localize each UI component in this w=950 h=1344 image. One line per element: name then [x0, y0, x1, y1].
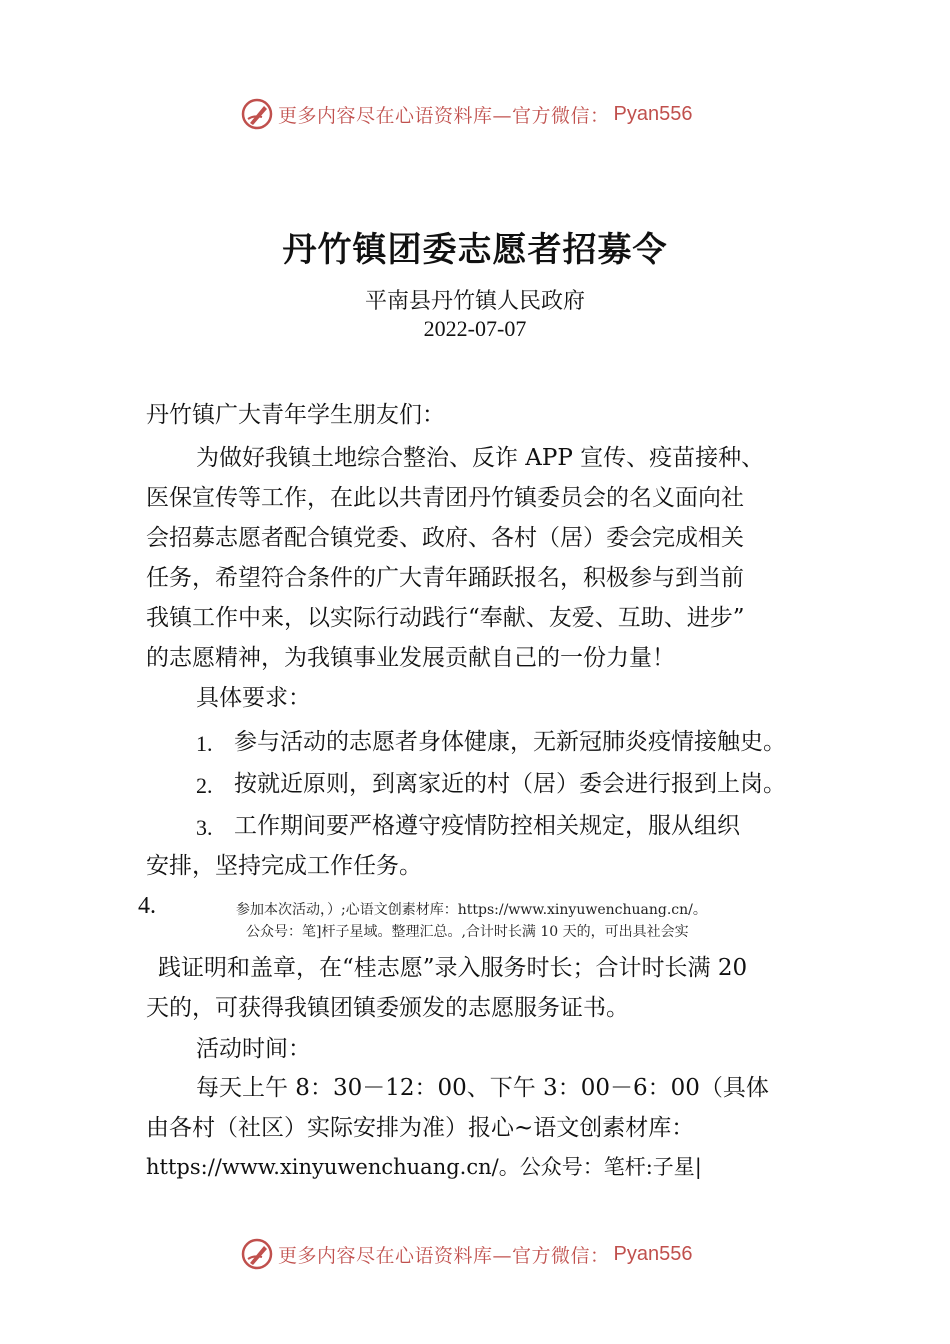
- req1-number: 1.: [196, 731, 213, 756]
- issuing-organization: 平南县丹竹镇人民政府: [364, 289, 585, 314]
- watermark-id: Pyan556: [613, 102, 693, 125]
- requirements-heading: 具体要求：: [196, 685, 311, 711]
- time-line-1: 每天上午 8：30－12：00、下午 3：00－6：00（具体: [196, 1075, 769, 1101]
- intro-line-2: 医保宣传等工作，在此以共青团丹竹镇委员会的名义面向社: [146, 485, 744, 511]
- pen-logo-icon: [240, 97, 274, 131]
- watermark-text: 更多内容尽在心语资料库—官方微信：: [278, 104, 610, 127]
- document-title: 丹竹镇团委志愿者招募令: [282, 230, 668, 270]
- req3-continuation: 安排，坚持完成工作任务。: [146, 853, 422, 879]
- intro-line-5: 我镇工作中来，以实际行动践行“奉献、友爱、互助、进步”: [146, 605, 745, 631]
- time-line-2: 由各村（社区）实际安排为准）报心~语文创素材库：: [146, 1115, 695, 1141]
- req4-line-3: 践证明和盖章，在“桂志愿”录入服务时长；合计时长满 20: [158, 955, 748, 981]
- req1-text: 参与活动的志愿者身体健康，无新冠肺炎疫情接触史。: [234, 729, 786, 755]
- watermark-text: 更多内容尽在心语资料库—官方微信：: [278, 1244, 610, 1267]
- issue-date: 2022-07-07: [423, 316, 527, 341]
- pen-logo-icon: [240, 1237, 274, 1271]
- req4-small-line-1: 参加本次活动，）;心语文创素材库：https://www.xinyuwenchuang.cn/。: [236, 902, 707, 918]
- time-heading: 活动时间：: [196, 1036, 311, 1062]
- watermark-bottom: [240, 1236, 760, 1272]
- intro-line-6: 的志愿精神，为我镇事业发展贡献自己的一份力量！: [146, 645, 675, 671]
- req4-number: 4.: [138, 893, 156, 919]
- req3-number: 3.: [196, 815, 213, 840]
- watermark-top: [240, 96, 760, 132]
- time-line-3: https://www.xinyuwenchuang.cn/。公众号：笔杆:子星|: [146, 1155, 702, 1179]
- req3-text: 工作期间要严格遵守疫情防控相关规定，服从组织: [234, 813, 740, 839]
- intro-line-3: 会招募志愿者配合镇党委、政府、各村（居）委会完成相关: [146, 525, 744, 551]
- req2-number: 2.: [196, 773, 213, 798]
- req2-text: 按就近原则，到离家近的村（居）委会进行报到上岗。: [234, 771, 786, 797]
- intro-line-4: 任务，希望符合条件的广大青年踊跃报名，积极参与到当前: [146, 565, 744, 591]
- intro-line-1: 为做好我镇土地综合整治、反诈 APP 宣传、疫苗接种、: [196, 445, 765, 471]
- req4-line-4: 天的，可获得我镇团镇委颁发的志愿服务证书。: [146, 995, 629, 1021]
- greeting: 丹竹镇广大青年学生朋友们：: [146, 402, 445, 428]
- watermark-id: Pyan556: [613, 1242, 693, 1265]
- req4-small-line-2: 公众号：笔]杆子星域。整理汇总。,合计时长满 10 天的，可出具社会实: [246, 924, 689, 940]
